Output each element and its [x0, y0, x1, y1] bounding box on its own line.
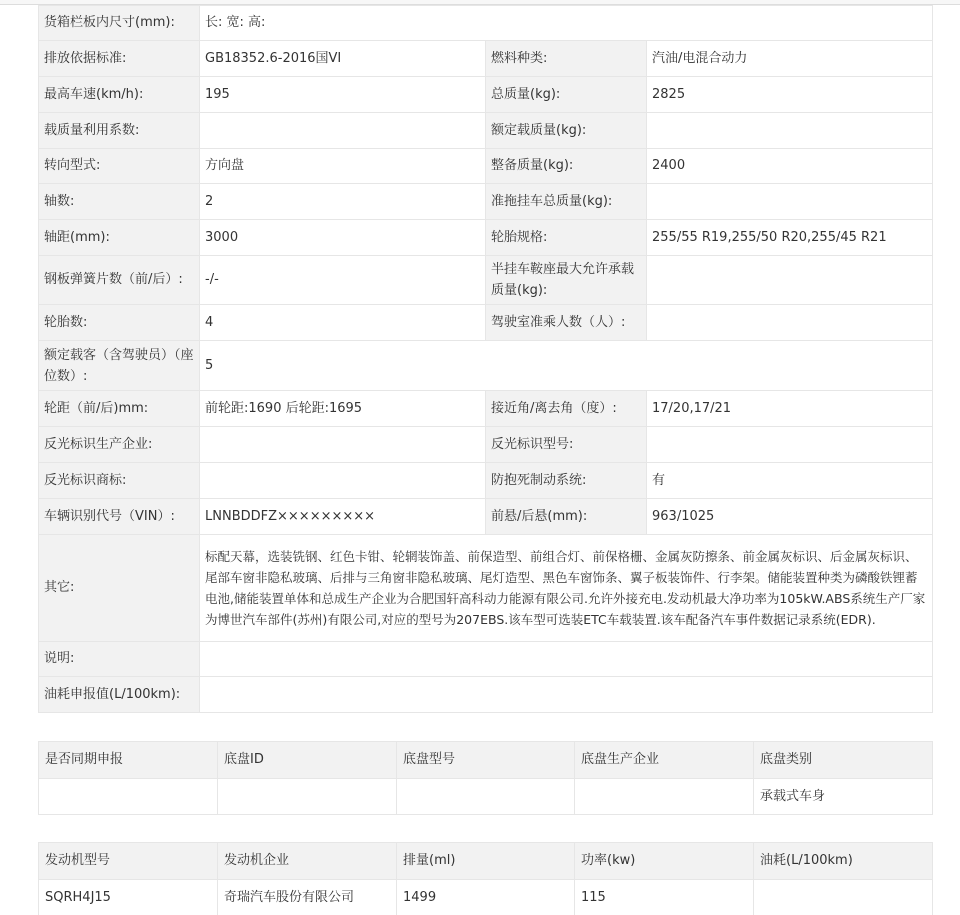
engine-header-displacement: 排量(ml): [397, 843, 575, 880]
value-rated-load: [647, 113, 933, 149]
engine-cell-fuel: [754, 880, 933, 915]
value-cab-capacity: [647, 305, 933, 341]
value-overhang: 963/1025: [647, 499, 933, 535]
row-track: [39, 391, 933, 427]
label-remarks: 说明:: [39, 642, 200, 677]
label-other: 其它:: [39, 535, 200, 642]
engine-data-row: [39, 880, 933, 915]
engine-cell-model: SQRH4J15: [39, 880, 218, 915]
row-cargo-box-size: [39, 6, 933, 41]
chassis-header-maker: 底盘生产企业: [575, 742, 754, 779]
row-seats: [39, 341, 933, 391]
label-max-speed: 最高车速(km/h):: [39, 77, 200, 113]
engine-header-power: 功率(kw): [575, 843, 754, 880]
value-reflector-maker: [200, 427, 486, 463]
value-remarks: [200, 642, 933, 677]
value-saddle-load: [647, 256, 933, 305]
value-wheelbase: 3000: [200, 220, 486, 256]
value-axle-count: 2: [200, 184, 486, 220]
value-vin: LNNBDDFZ×××××××××: [200, 499, 486, 535]
label-steering-type: 转向型式:: [39, 149, 200, 184]
chassis-table: [38, 741, 933, 815]
label-axle-count: 轴数:: [39, 184, 200, 220]
label-curb-mass: 整备质量(kg):: [486, 149, 647, 184]
label-tire-spec: 轮胎规格:: [486, 220, 647, 256]
label-rated-passengers: 额定载客（含驾驶员）（座位数）:: [39, 341, 200, 391]
label-abs: 防抱死制动系统:: [486, 463, 647, 499]
label-track-width: 轮距（前/后)mm:: [39, 391, 200, 427]
engine-cell-displacement: 1499: [397, 880, 575, 915]
row-wheelbase: [39, 220, 933, 256]
chassis-cell-model: [397, 779, 575, 815]
label-total-mass: 总质量(kg):: [486, 77, 647, 113]
chassis-cell-concurrent: [39, 779, 218, 815]
label-cargo-box-size: 货箱栏板内尺寸(mm):: [39, 6, 200, 41]
value-cargo-box-size: 长: 宽: 高:: [200, 6, 933, 41]
label-reflector-maker: 反光标识生产企业:: [39, 427, 200, 463]
chassis-cell-category: 承载式车身: [754, 779, 933, 815]
vehicle-params-table: [38, 5, 933, 713]
row-steering: [39, 149, 933, 184]
chassis-cell-maker: [575, 779, 754, 815]
label-reflector-brand: 反光标识商标:: [39, 463, 200, 499]
label-tire-count: 轮胎数:: [39, 305, 200, 341]
value-fuel-consumption: [200, 677, 933, 713]
value-total-mass: 2825: [647, 77, 933, 113]
chassis-header-concurrent: 是否同期申报: [39, 742, 218, 779]
row-remarks: [39, 642, 933, 677]
label-cab-capacity: 驾驶室准乘人数（人）:: [486, 305, 647, 341]
value-track-width: 前轮距:1690 后轮距:1695: [200, 391, 486, 427]
row-speed: [39, 77, 933, 113]
value-emission-standard: GB18352.6-2016国VI: [200, 41, 486, 77]
label-overhang: 前悬/后悬(mm):: [486, 499, 647, 535]
label-fuel-type: 燃料种类:: [486, 41, 647, 77]
label-fuel-consumption: 油耗申报值(L/100km):: [39, 677, 200, 713]
label-trailer-mass: 准拖挂车总质量(kg):: [486, 184, 647, 220]
row-vin: [39, 499, 933, 535]
row-other: [39, 535, 933, 642]
value-load-coefficient: [200, 113, 486, 149]
value-steering-type: 方向盘: [200, 149, 486, 184]
label-rated-load: 额定载质量(kg):: [486, 113, 647, 149]
row-fuel-consumption: [39, 677, 933, 713]
value-abs: 有: [647, 463, 933, 499]
row-reflector-maker: [39, 427, 933, 463]
chassis-data-row: [39, 779, 933, 815]
value-fuel-type: 汽油/电混合动力: [647, 41, 933, 77]
value-reflector-brand: [200, 463, 486, 499]
chassis-header-row: [39, 742, 933, 779]
label-wheelbase: 轴距(mm):: [39, 220, 200, 256]
value-tire-spec: 255/55 R19,255/50 R20,255/45 R21: [647, 220, 933, 256]
label-emission-standard: 排放依据标准:: [39, 41, 200, 77]
engine-header-model: 发动机型号: [39, 843, 218, 880]
label-approach-departure: 接近角/离去角（度）:: [486, 391, 647, 427]
engine-cell-maker: 奇瑞汽车股份有限公司: [218, 880, 397, 915]
label-vin: 车辆识别代号（VIN）:: [39, 499, 200, 535]
row-load-coefficient: [39, 113, 933, 149]
row-emission: [39, 41, 933, 77]
chassis-header-model: 底盘型号: [397, 742, 575, 779]
value-approach-departure: 17/20,17/21: [647, 391, 933, 427]
label-leaf-spring: 钢板弹簧片数（前/后）:: [39, 256, 200, 305]
chassis-header-category: 底盘类别: [754, 742, 933, 779]
engine-header-maker: 发动机企业: [218, 843, 397, 880]
row-axles: [39, 184, 933, 220]
value-tire-count: 4: [200, 305, 486, 341]
value-reflector-model: [647, 427, 933, 463]
value-trailer-mass: [647, 184, 933, 220]
label-load-coefficient: 载质量利用系数:: [39, 113, 200, 149]
row-leaf-spring: [39, 256, 933, 305]
row-tires: [39, 305, 933, 341]
label-reflector-model: 反光标识型号:: [486, 427, 647, 463]
row-reflector-brand: [39, 463, 933, 499]
engine-header-fuel: 油耗(L/100km): [754, 843, 933, 880]
engine-header-row: [39, 843, 933, 880]
label-saddle-load: 半挂车鞍座最大允许承载质量(kg):: [486, 256, 647, 305]
chassis-cell-id: [218, 779, 397, 815]
value-curb-mass: 2400: [647, 149, 933, 184]
chassis-header-id: 底盘ID: [218, 742, 397, 779]
engine-table: [38, 842, 933, 915]
engine-cell-power: 115: [575, 880, 754, 915]
value-other: 标配天幕，选装铣钢、红色卡钳、轮辋装饰盖、前保造型、前组合灯、前保格栅、金属灰防擦条、前金属灰标识、后金属灰标识、尾部车窗非隐私玻璃、后排与三角窗非隐私玻璃、尾灯造型、黑色车窗饰条、翼子板装饰件、行李架。储能装置种类为磷酸铁锂蓄电池,储能装置单体和总成生产企业为合肥国轩高科动力能源有限公司.允许外接充电.发动机最大净功率为105kW.ABS系统生产厂家为博世汽车部件(苏州)有限公司,对应的型号为207EBS.该车型可选装ETC车载装置.该车配备汽车事件数据记录系统(EDR).: [200, 535, 933, 642]
value-max-speed: 195: [200, 77, 486, 113]
value-leaf-spring: -/-: [200, 256, 486, 305]
value-rated-passengers: 5: [200, 341, 933, 391]
